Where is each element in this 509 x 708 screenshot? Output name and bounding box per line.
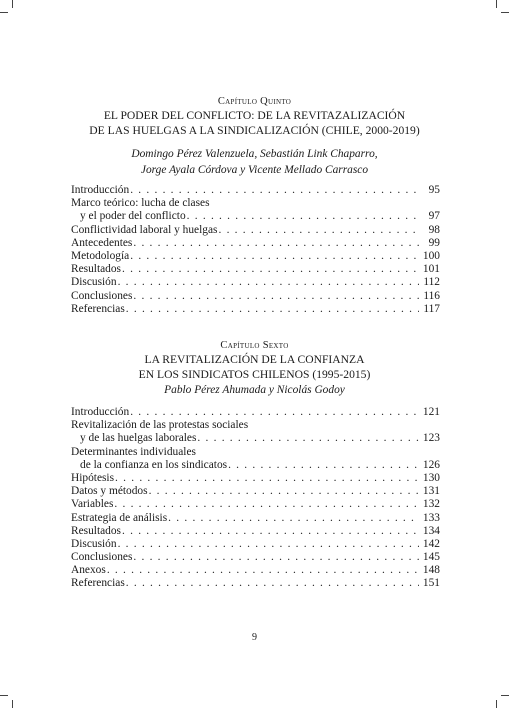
toc-entry-title: Variables bbox=[71, 498, 114, 511]
toc-entry-title: Introducción bbox=[71, 184, 130, 196]
toc-entry[interactable] bbox=[71, 498, 440, 511]
toc-entry[interactable] bbox=[71, 210, 440, 223]
crop-mark bbox=[12, 0, 13, 8]
toc-entry[interactable] bbox=[71, 525, 440, 538]
chapter-6-heading bbox=[0, 340, 509, 382]
toc-entry-title: Antecedentes bbox=[71, 236, 133, 249]
toc-entry-title: Referencias bbox=[71, 577, 125, 590]
page-number: 9 bbox=[252, 632, 257, 643]
toc-entry-title: y el poder del conflicto bbox=[80, 210, 186, 223]
toc-entry[interactable] bbox=[71, 250, 440, 263]
toc-entry[interactable] bbox=[71, 406, 440, 419]
toc-entry-page: 133 bbox=[422, 511, 440, 524]
toc-entry-page: 121 bbox=[422, 406, 440, 418]
toc-entry-page: 97 bbox=[428, 210, 440, 223]
toc-entry-title: Resultados bbox=[71, 524, 121, 537]
chapter-6-authors-line-1: Pablo Pérez Ahumada y Nicolás Godoy bbox=[164, 384, 345, 396]
toc-entry-title: Determinantes individuales bbox=[71, 445, 196, 458]
toc-entry[interactable] bbox=[71, 512, 440, 525]
toc-entry-page: 98 bbox=[428, 223, 440, 236]
toc-entry[interactable] bbox=[71, 276, 440, 289]
toc-entry-page: 131 bbox=[422, 485, 440, 498]
toc-entry-page: 134 bbox=[422, 524, 440, 537]
toc-entry-page: 100 bbox=[422, 249, 440, 262]
toc-entry-title: Hipótesis bbox=[71, 471, 115, 484]
toc-entry[interactable] bbox=[71, 577, 440, 590]
toc-entry[interactable] bbox=[71, 237, 440, 250]
chapter-6-authors bbox=[0, 382, 509, 398]
chapter-5-toc bbox=[71, 184, 440, 316]
toc-entry-title: Conclusiones bbox=[71, 551, 133, 564]
chapter-5-authors-line-2: Jorge Ayala Córdova y Vicente Mellado Carrasco bbox=[140, 164, 369, 176]
toc-entry-title: de la confianza en los sindicatos bbox=[80, 458, 228, 471]
crop-mark bbox=[0, 695, 8, 696]
toc-entry[interactable] bbox=[71, 419, 440, 432]
chapter-5-authors-line-1: Domingo Pérez Valenzuela, Sebastián Link Chaparro, bbox=[131, 148, 378, 160]
toc-entry-title: Anexos bbox=[71, 564, 106, 577]
toc-entry-title: y de las huelgas laborales bbox=[80, 432, 197, 445]
chapter-6-label: Capítulo Sexto bbox=[220, 340, 289, 351]
toc-entry[interactable] bbox=[71, 184, 440, 197]
crop-mark bbox=[496, 0, 497, 8]
toc-entry-title: Marco teórico: lucha de clases bbox=[71, 197, 210, 210]
toc-entry[interactable] bbox=[71, 485, 440, 498]
toc-entry-title: Discusión bbox=[71, 276, 117, 289]
crop-mark bbox=[12, 700, 13, 708]
toc-entry-page: 132 bbox=[422, 498, 440, 511]
toc-entry[interactable] bbox=[71, 224, 440, 237]
toc-entry-title: Discusión bbox=[71, 537, 117, 550]
toc-entry-page: 123 bbox=[422, 432, 440, 445]
toc-entry-page: 99 bbox=[428, 236, 440, 249]
toc-entry-page: 148 bbox=[422, 564, 440, 577]
toc-entry-page: 95 bbox=[428, 184, 440, 196]
toc-entry[interactable] bbox=[71, 446, 440, 459]
chapter-6-toc bbox=[71, 406, 440, 591]
toc-entry-title: Datos y métodos bbox=[71, 485, 148, 498]
chapter-6-title-line-1: LA REVITALIZACIÓN DE LA CONFIANZA bbox=[144, 353, 365, 366]
crop-mark bbox=[501, 695, 509, 696]
toc-entry-title: Conflictividad laboral y huelgas bbox=[71, 223, 218, 236]
toc-entry-page: 116 bbox=[423, 289, 440, 302]
chapter-6-title-line-2: EN LOS SINDICATOS CHILENOS (1995-2015) bbox=[138, 368, 371, 381]
toc-entry[interactable] bbox=[71, 472, 440, 485]
chapter-5-label: Capítulo Quinto bbox=[217, 96, 292, 107]
toc-entry-title: Revitalización de las protestas sociales bbox=[71, 419, 249, 432]
toc-entry-title: Metodología bbox=[71, 249, 130, 262]
toc-entry-page: 112 bbox=[423, 276, 440, 289]
toc-entry[interactable] bbox=[71, 432, 440, 445]
toc-entry[interactable] bbox=[71, 197, 440, 210]
toc-entry-page: 117 bbox=[423, 302, 440, 315]
crop-mark bbox=[496, 700, 497, 708]
crop-mark bbox=[0, 12, 8, 13]
chapter-5-title-line-2: DE LAS HUELGAS A LA SINDICALIZACIÓN (CHILE, 2000-2019) bbox=[89, 124, 420, 137]
toc-entry-title: Resultados bbox=[71, 263, 121, 276]
toc-entry-title: Conclusiones bbox=[71, 289, 133, 302]
chapter-5-authors bbox=[0, 146, 509, 178]
toc-entry[interactable] bbox=[71, 263, 440, 276]
toc-entry-title: Referencias bbox=[71, 302, 125, 315]
toc-entry[interactable] bbox=[71, 303, 440, 316]
toc-entry-page: 101 bbox=[422, 263, 440, 276]
toc-entry[interactable] bbox=[71, 459, 440, 472]
toc-entry[interactable] bbox=[71, 551, 440, 564]
toc-entry[interactable] bbox=[71, 564, 440, 577]
toc-entry-page: 145 bbox=[422, 551, 440, 564]
toc-entry-page: 151 bbox=[422, 577, 440, 590]
toc-entry[interactable] bbox=[71, 290, 440, 303]
toc-entry-page: 130 bbox=[422, 471, 440, 484]
toc-entry-page: 126 bbox=[422, 458, 440, 471]
chapter-5-title-line-1: EL PODER DEL CONFLICTO: DE LA REVITAZALIZACIÓN bbox=[103, 109, 406, 122]
toc-entry[interactable] bbox=[71, 538, 440, 551]
toc-entry-title: Estrategia de análisis bbox=[71, 511, 168, 524]
toc-entry-page: 142 bbox=[422, 537, 440, 550]
chapter-5-heading bbox=[0, 96, 509, 138]
crop-mark bbox=[501, 12, 509, 13]
toc-entry-title: Introducción bbox=[71, 406, 130, 418]
